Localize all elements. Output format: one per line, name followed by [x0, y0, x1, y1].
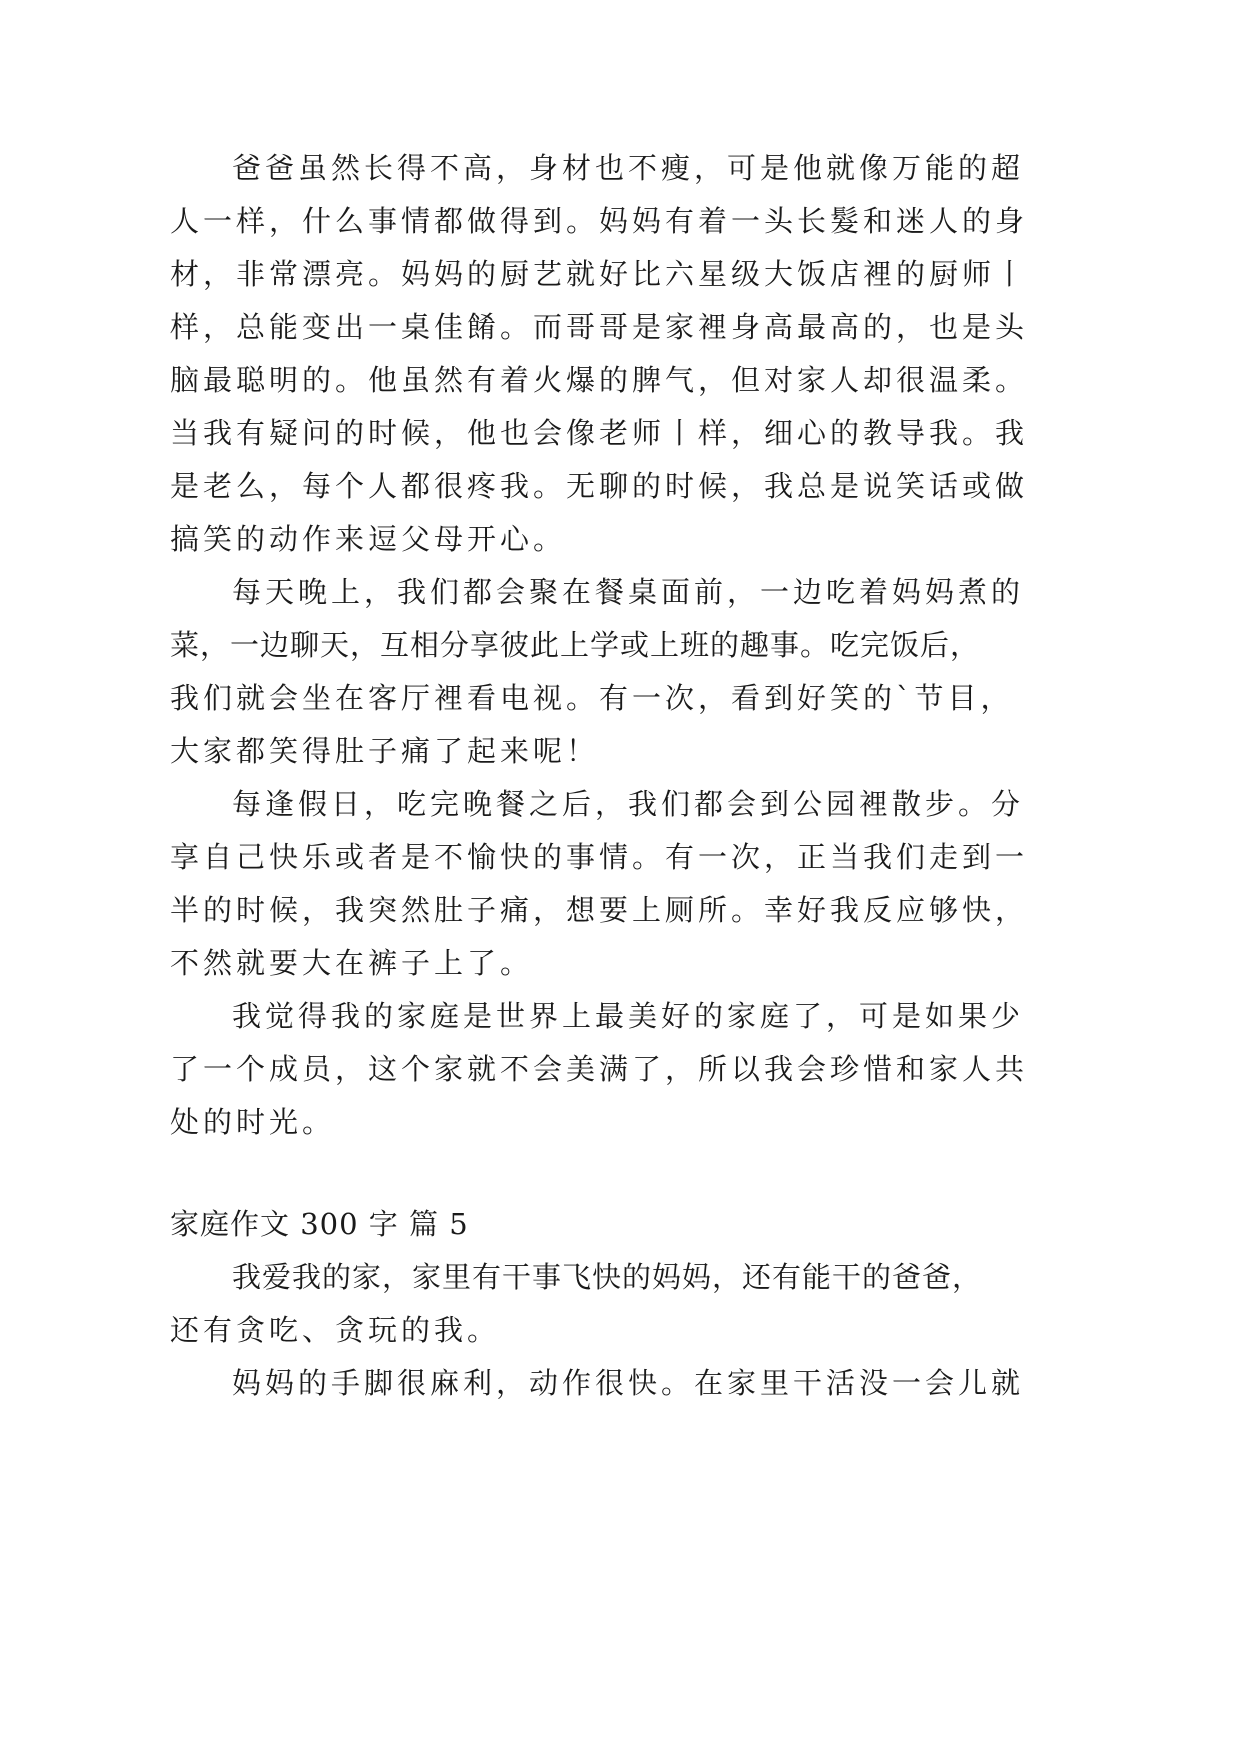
- paragraph-6-line-1: 妈妈的手脚很麻利，动作很快。在家里干活没一会儿就: [232, 1366, 1025, 1400]
- paragraph-1-line-6: 当我有疑问的时候，他也会像老师丨样，细心的教导我。我: [170, 416, 1029, 450]
- paragraph-2-line-1: 每天晚上，我们都会聚在餐桌面前，一边吃着妈妈煮的: [232, 575, 1025, 609]
- paragraph-1-line-3: 材，非常漂亮。妈妈的厨艺就好比六星级大饭店裡的厨师丨: [170, 257, 1029, 291]
- paragraph-1-line-1: 爸爸虽然长得不高，身材也不瘦，可是他就像万能的超: [232, 151, 1025, 185]
- paragraph-3-line-2: 享自己快乐或者是不愉快的事情。有一次，正当我们走到一: [170, 840, 1029, 874]
- paragraph-1-line-7: 是老么，每个人都很疼我。无聊的时候，我总是说笑话或做: [170, 469, 1029, 503]
- paragraph-3-line-4: 不然就要大在裤子上了。: [170, 946, 534, 980]
- paragraph-1-line-8: 搞笑的动作来逗父母开心。: [170, 522, 567, 556]
- paragraph-1-line-2: 人一样，什么事情都做得到。妈妈有着一头长髮和迷人的身: [170, 204, 1029, 238]
- section-heading: 家庭作文 300 字 篇 5: [170, 1207, 469, 1241]
- paragraph-4-line-1: 我觉得我的家庭是世界上最美好的家庭了，可是如果少: [232, 999, 1025, 1033]
- paragraph-4-line-3: 处的时光。: [170, 1105, 336, 1139]
- paragraph-1-line-5: 脑最聪明的。他虽然有着火爆的脾气，但对家人却很温柔。: [170, 363, 1029, 397]
- paragraph-2-line-4: 大家都笑得肚子痛了起来呢！: [170, 734, 600, 768]
- paragraph-5-line-1: 我爱我的家，家里有干事飞快的妈妈，还有能干的爸爸，: [232, 1260, 983, 1294]
- paragraph-2-line-2: 菜，一边聊天，互相分享彼此上学或上班的趣事。吃完饭后，: [170, 628, 981, 662]
- paragraph-1-line-4: 样，总能变出一桌佳餚。而哥哥是家裡身高最高的，也是头: [170, 310, 1029, 344]
- paragraph-4-line-2: 了一个成员，这个家就不会美满了，所以我会珍惜和家人共: [170, 1052, 1029, 1086]
- paragraph-2-line-3: 我们就会坐在客厅裡看电视。有一次，看到好笑的`节目，: [170, 681, 1014, 715]
- paragraph-3-line-1: 每逢假日，吃完晚餐之后，我们都会到公园裡散步。分: [232, 787, 1025, 821]
- paragraph-3-line-3: 半的时候，我突然肚子痛，想要上厕所。幸好我反应够快，: [170, 893, 1029, 927]
- paragraph-5-line-2: 还有贪吃、贪玩的我。: [170, 1313, 501, 1347]
